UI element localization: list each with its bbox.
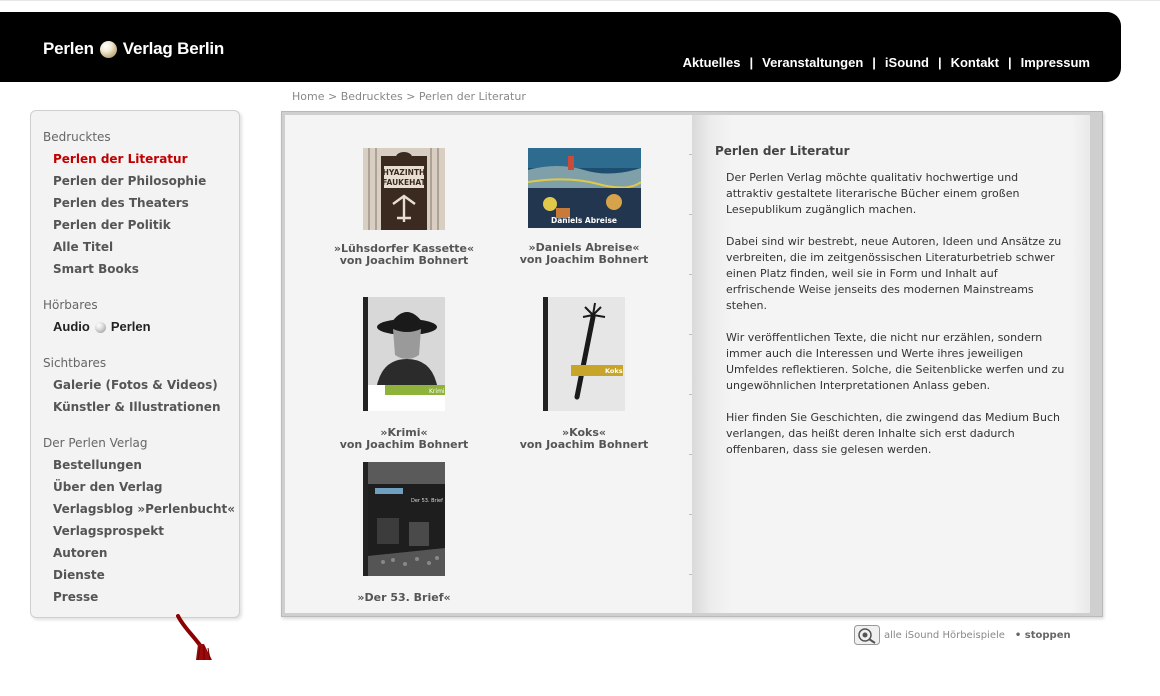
nav-separator: | [749, 55, 754, 70]
sidebar-item-smart-books[interactable]: Smart Books [53, 262, 139, 276]
cover-text: Der 53. Brief [411, 498, 443, 504]
bookmark-ribbon-icon [176, 614, 220, 664]
audio-logo-right: Perlen [110, 319, 151, 334]
pearl-icon [95, 322, 106, 333]
book-title[interactable]: »Krimi« [380, 426, 428, 439]
page-title: Perlen der Literatur [715, 144, 850, 158]
book-title[interactable]: »Daniels Abreise« [528, 241, 640, 254]
logo-text-left: Perlen [43, 39, 94, 58]
description-paragraph: Wir veröffentlichen Texte, die nicht nur erzählen, sondern immer auch die Interessen und Werte ihres jeweiligen Umfeldes reflektieren. Solche, die Seitenblicke werfen und zu ungewöhnlichen Interpretationen Anlass geben. [726, 331, 1065, 392]
book-author: von Joachim Bohnert [339, 438, 469, 451]
book-author: von Joachim Bohnert [519, 253, 649, 266]
nav-isound[interactable]: iSound [884, 55, 929, 70]
sidebar-item-perlen-der-philosophie[interactable]: Perlen der Philosophie [53, 174, 207, 188]
cover-text: Koks [605, 367, 623, 375]
book-left-page [285, 115, 692, 613]
sidebar-item-ueber-den-verlag[interactable]: Über den Verlag [53, 480, 163, 494]
sidebar-item-perlen-der-literatur[interactable]: Perlen der Literatur [53, 152, 188, 166]
stop-button[interactable]: • stoppen [1014, 629, 1071, 641]
sidebar-item-dienste[interactable]: Dienste [53, 568, 105, 582]
audio-controls [854, 625, 1071, 645]
book-item-koks[interactable] [504, 297, 664, 450]
book-cover-daniels-abreise [528, 148, 641, 228]
top-hairline [0, 0, 1160, 1]
description-paragraph: Dabei sind wir bestrebt, neue Autoren, Ideen und Ansätze zu verbreiten, die im zeitgenössischen Literaturbetrieb schwer einen Platz finden, weil sie in Form und Inhalt auf erfrischende Weise jenseits des modernen Mainstreams stehen. [726, 235, 1062, 312]
sidebar-group-verlag [43, 436, 239, 608]
page-description [726, 170, 1066, 474]
book-title[interactable]: »Koks« [562, 426, 606, 439]
sidebar-item-autoren[interactable]: Autoren [53, 546, 108, 560]
book-item-krimi[interactable] [324, 297, 484, 450]
book-cover-koks [543, 297, 625, 411]
sidebar-group-hoerbares [43, 298, 239, 338]
sidebar-item-verlagsprospekt[interactable]: Verlagsprospekt [53, 524, 164, 538]
book-title[interactable]: »Der 53. Brief« [357, 591, 451, 604]
breadcrumb[interactable]: Home > Bedrucktes > Perlen der Literatur [292, 90, 526, 103]
sidebar-heading: Sichtbares [43, 356, 107, 370]
book-title[interactable]: »Lühsdorfer Kassette« [333, 242, 475, 255]
sidebar-item-presse[interactable]: Presse [53, 590, 99, 604]
nav-impressum[interactable]: Impressum [1020, 55, 1090, 70]
top-navigation [683, 55, 1090, 70]
sidebar-heading: Der Perlen Verlag [43, 436, 148, 450]
site-header [0, 12, 1121, 82]
nav-veranstaltungen[interactable]: Veranstaltungen [762, 55, 864, 70]
sidebar-group-sichtbares [43, 356, 239, 418]
book-cover-der-53-brief [363, 462, 445, 576]
description-paragraph: Der Perlen Verlag möchte qualitativ hochwertige und attraktiv gestaltete literarische Bücher einem großen Lesepublikum zugänglich machen. [726, 171, 1020, 216]
audio-logo-left: Audio [53, 319, 90, 334]
nav-aktuelles[interactable]: Aktuelles [682, 55, 741, 70]
sidebar-item-perlen-des-theaters[interactable]: Perlen des Theaters [53, 196, 189, 210]
nav-separator: | [937, 55, 942, 70]
book-item-der-53-brief[interactable] [324, 462, 484, 604]
sidebar-heading: Hörbares [43, 298, 98, 312]
pearl-icon [100, 41, 117, 58]
nav-separator: | [1007, 55, 1012, 70]
sidebar-item-galerie[interactable]: Galerie (Fotos & Videos) [53, 378, 218, 392]
book-item-luehsdorfer-kassette[interactable] [324, 148, 484, 266]
logo-text-right: Verlag Berlin [122, 39, 225, 58]
sidebar-item-audio-perlen[interactable] [53, 316, 239, 338]
book-cover-luehsdorfer [363, 148, 445, 230]
book-author: von Joachim Bohnert [519, 438, 649, 451]
speaker-search-icon[interactable] [854, 625, 880, 645]
sidebar-item-verlagsblog[interactable]: Verlagsblog »Perlenbucht« [53, 502, 236, 516]
description-paragraph: Hier finden Sie Geschichten, die zwingend das Medium Buch verlangen, das heißt deren Inhalte sich erst dadurch offenbaren, dass sie gelesen werden. [726, 411, 1060, 456]
cover-text: Daniels Abreise [550, 216, 617, 225]
svg-text:FAUKEHAT: FAUKEHAT [382, 178, 426, 187]
sidebar-item-alle-titel[interactable]: Alle Titel [53, 240, 114, 254]
book-cover-krimi [363, 297, 445, 411]
sidebar-heading: Bedrucktes [43, 130, 111, 144]
sidebar-item-kuenstler[interactable]: Künstler & Illustrationen [53, 400, 221, 414]
cover-text: Krimi [429, 388, 445, 395]
nav-separator: | [872, 55, 876, 70]
sidebar-group-bedrucktes [43, 130, 239, 280]
sidebar [30, 110, 240, 618]
sidebar-item-perlen-der-politik[interactable]: Perlen der Politik [53, 218, 171, 232]
book-container [281, 111, 1103, 617]
all-isound-samples-link[interactable]: alle iSound Hörbeispiele [884, 629, 1005, 641]
sidebar-item-bestellungen[interactable]: Bestellungen [53, 458, 142, 472]
svg-text:HYAZINTH: HYAZINTH [382, 168, 426, 177]
site-logo[interactable] [43, 39, 224, 59]
book-author: von Joachim Bohnert [339, 254, 469, 267]
nav-kontakt[interactable]: Kontakt [950, 55, 999, 70]
book-item-daniels-abreise[interactable] [504, 148, 664, 265]
